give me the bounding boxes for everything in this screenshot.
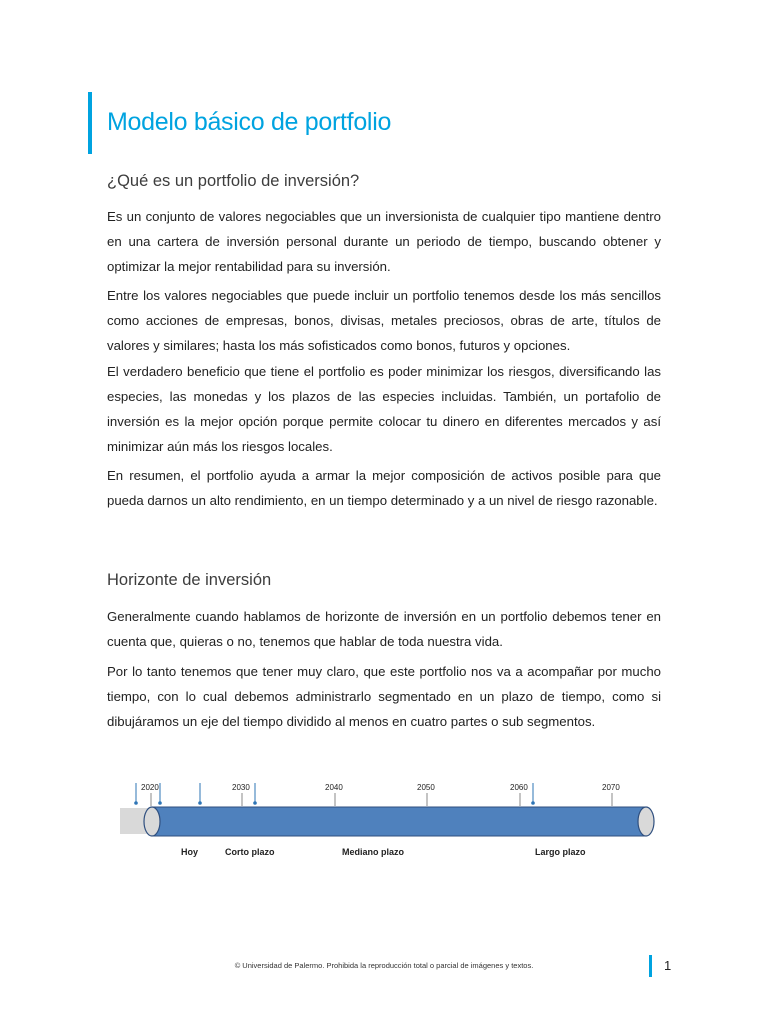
year-label: 2060: [510, 783, 528, 792]
year-label: 2050: [417, 783, 435, 792]
section-heading-portfolio: ¿Qué es un portfolio de inversión?: [107, 172, 360, 190]
timeline-label-corto: Corto plazo: [225, 847, 275, 857]
timeline-label-hoy: Hoy: [181, 847, 199, 857]
copyright-footer: © Universidad de Palermo. Prohibida la reproducción total o parcial de imágenes y textos.: [234, 961, 534, 970]
page-number: 1: [664, 958, 672, 973]
paragraph: Por lo tanto tenemos que tener muy claro, que este portfolio nos va a acompañar por mucho tiempo, con lo cual debemos administrarlo segmentado en un plazo de tiempo, como si dibujáramos un eje del tiempo dividido al menos en cuatro partes o sub segmentos.: [107, 664, 661, 729]
paragraph: Es un conjunto de valores negociables que un inversionista de cualquier tipo mantiene dentro en una cartera de inversión personal durante un periodo de tiempo, buscando obtener y optimizar la mejor rentabilidad para su inversión.: [107, 209, 661, 274]
paragraph: El verdadero beneficio que tiene el portfolio es poder minimizar los riesgos, diversificando las especies, las monedas y los plazos de las especies incluidas. También, un portafolio de inversión es la mejor opción porque permite colocar tu dinero en diferentes mercados y así minimizar aún más los riesgos locales.: [107, 364, 661, 454]
year-label: 2070: [602, 783, 620, 792]
year-axis: [141, 783, 620, 806]
timeline-label-mediano: Mediano plazo: [342, 847, 405, 857]
title-accent-bar: [88, 92, 92, 154]
timeline-bar: [152, 807, 646, 836]
paragraph: Generalmente cuando hablamos de horizonte de inversión en un portfolio debemos tener en cuenta que, quieras o no, tenemos que hablar de toda nuestra vida.: [107, 609, 661, 649]
timeline-start-cap: [144, 807, 160, 836]
page-number-accent-bar: [649, 955, 652, 977]
page-title: Modelo básico de portfolio: [107, 108, 392, 136]
year-label: 2020: [141, 783, 159, 792]
year-label: 2040: [325, 783, 343, 792]
paragraph: Entre los valores negociables que puede incluir un portfolio tenemos desde los más sencillos como acciones de empresas, bonos, divisas, metales preciosos, obras de arte, títulos de valores y similares; hasta los más sofisticados como bonos, futuros y opciones.: [107, 288, 661, 353]
year-label: 2030: [232, 783, 250, 792]
section-heading-horizonte: Horizonte de inversión: [107, 571, 272, 589]
investment-timeline: [115, 772, 660, 867]
timeline-label-largo: Largo plazo: [535, 847, 586, 857]
timeline-end-cap: [638, 807, 654, 836]
paragraph: En resumen, el portfolio ayuda a armar la mejor composición de activos posible para que pueda darnos un alto rendimiento, en un tiempo determinado y a un nivel de riesgo razonable.: [107, 468, 661, 508]
